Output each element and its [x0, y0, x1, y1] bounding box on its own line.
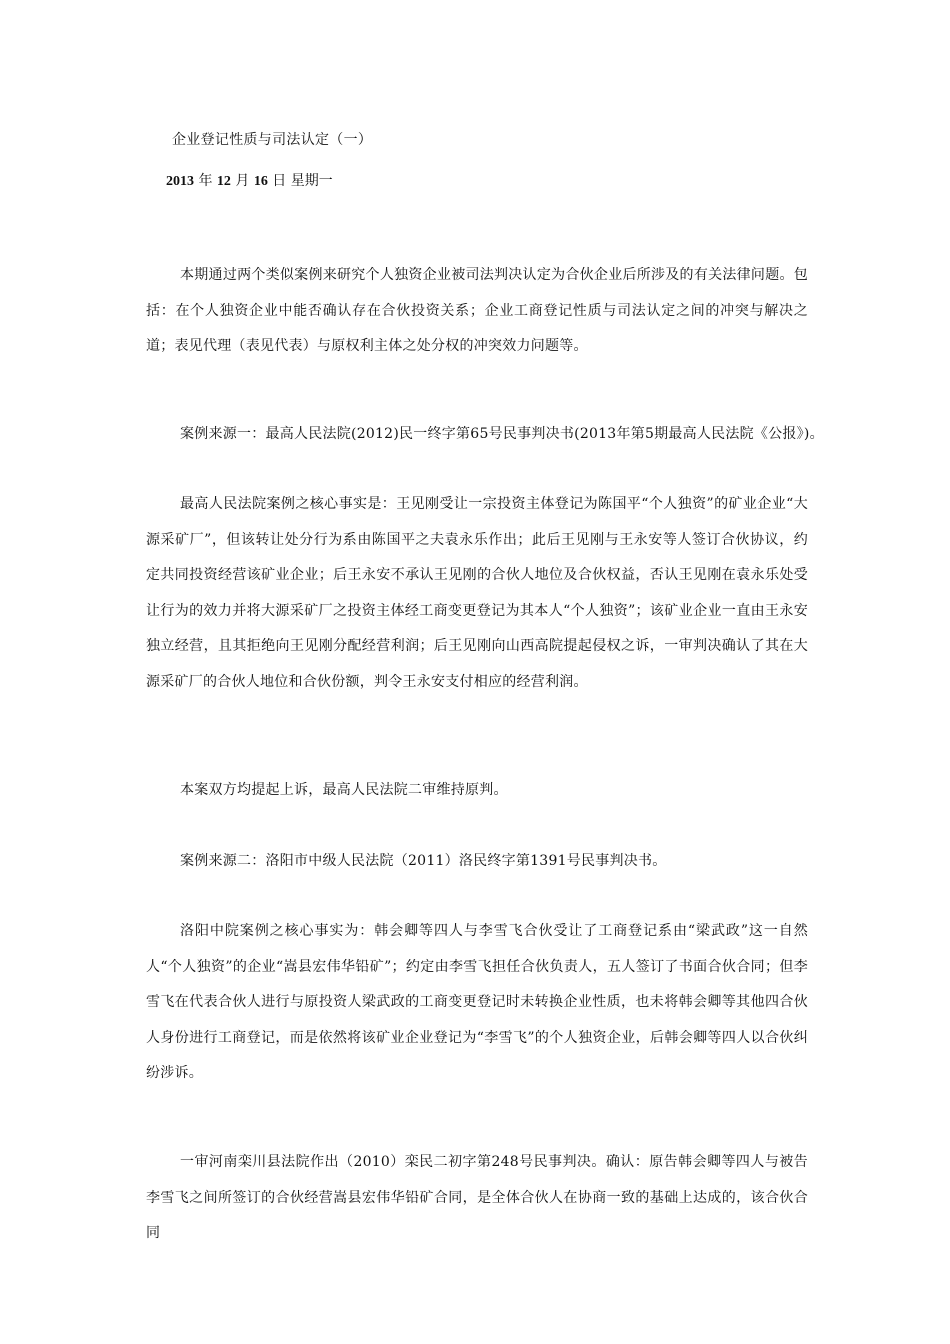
paragraph-case-source-1: 案例来源一：最高人民法院(2012)民一终字第65号民事判决书(2013年第5期最高人民法院《公报》)。	[180, 426, 824, 442]
date-day: 16	[253, 174, 268, 189]
paragraph-case-1-appeal: 本案双方均提起上诉，最高人民法院二审维持原判。	[180, 782, 508, 798]
paragraph-case-1-facts: 最高人民法院案例之核心事实是：王见刚受让一宗投资主体登记为陈国平“个人独资”的矿业企业“大源采矿厂”，但该转让处分行为系由陈国平之夫袁永乐作出；此后王见刚与王永安等人签订合伙协议，约定共同投资经营该矿业企业；后王永安不承认王见刚的合伙人地位及合伙权益，否认王见刚在袁永乐处受让行为的效力并将大源采矿厂之投资主体经工商变更登记为其本人“个人独资”；该矿业企业一直由王永安独立经营，且其拒绝向王见刚分配经营利润；后王见刚向山西高院提起侵权之诉，一审判决确认了其在大源采矿厂的合伙人地位和合伙份额，判令王永安支付相应的经营利润。	[146, 496, 808, 690]
date-weekday: 星期一	[290, 173, 333, 189]
paragraph-case-source-2: 案例来源二：洛阳市中级人民法院（2011）洛民终字第1391号民事判决书。	[180, 853, 667, 869]
date-year-unit: 年	[198, 173, 213, 189]
date-month: 12	[216, 174, 231, 189]
date-year: 2013	[166, 174, 194, 189]
paragraph-first-instance: 一审河南栾川县法院作出（2010）栾民二初字第248号民事判决。确认：原告韩会卿等四人与被告李雪飞之间所签订的合伙经营嵩县宏伟华铅矿合同，是全体合伙人在协商一致的基础上达成的，该合伙合同	[146, 1154, 808, 1241]
document-title: 企业登记性质与司法认定（一）	[172, 132, 373, 148]
date-day-unit: 日	[272, 173, 287, 189]
paragraph-intro: 本期通过两个类似案例来研究个人独资企业被司法判决认定为合伙企业后所涉及的有关法律问题。包括：在个人独资企业中能否确认存在合伙投资关系；企业工商登记性质与司法认定之间的冲突与解决之道；表见代理（表见代表）与原权利主体之处分权的冲突效力问题等。	[146, 267, 808, 354]
paragraph-case-2-facts: 洛阳中院案例之核心事实为：韩会卿等四人与李雪飞合伙受让了工商登记系由“梁武政”这一自然人“个人独资”的企业“嵩县宏伟华铅矿”；约定由李雪飞担任合伙负责人，五人签订了书面合伙合同；但李雪飞在代表合伙人进行与原投资人梁武政的工商变更登记时未转换企业性质，也未将韩会卿等其他四合伙人身份进行工商登记，而是依然将该矿业企业登记为“李雪飞”的个人独资企业，后韩会卿等四人以合伙纠纷涉诉。	[146, 923, 808, 1081]
document-date	[166, 171, 333, 192]
date-month-unit: 月	[235, 173, 250, 189]
